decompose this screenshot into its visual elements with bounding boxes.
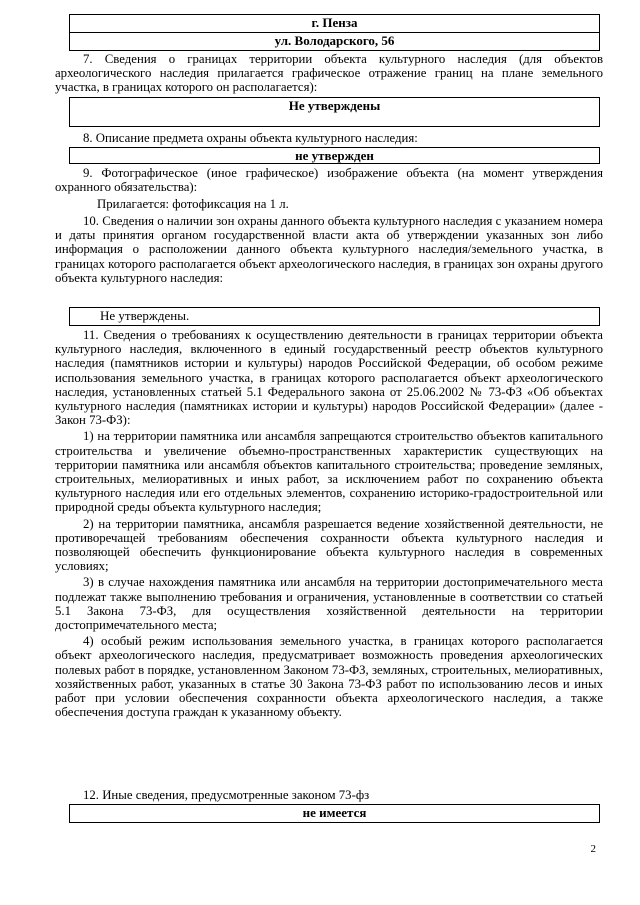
section-12-text: 12. Иные сведения, предусмотренные законом 73-фз [83,788,370,802]
section-11-text: 11. Сведения о требованиях к осуществлению деятельности в границах территории объекта культурного наследия, включенного в единый государственный реестр объектов культурного наследия (памятников истории и культуры) народов Российской Федерации, об особом режиме использования земельного участка, в границах которого располагается объект археологического наследия, установленных статьей 5.1 Федерального закона от 25.06.2002 № 73-ФЗ «Об объектах культурного наследия (памятниках истории и культуры) народов Российской Федерации» (далее - Закон 73-ФЗ): [55,328,603,428]
section-11-item-4: 4) особый режим использования земельного участка, в границах которого располагается объект археологического наследия, предусматривает возможность проведения археологических полевых работ в порядке, установленном Законом 73-ФЗ, земляных, строительных, мелиоративных, хозяйственных работ, указанных в статье 30 Закона 73-ФЗ работ по использованию лесов и иных работ при условии обеспечения сохранности объекта археологического наследия, а также обеспечения доступа граждан к указанному объекту. [55,634,603,720]
city-box [69,14,600,33]
section-10-text: 10. Сведения о наличии зон охраны данного объекта культурного наследия с указанием номера и даты принятия органом государственной власти акта об утверждении указанных зон либо информация о расположении данного объекта культурного наследия/земельного участка, в границах которого располагается объект археологического наследия, в границах зон охраны другого объекта культурного наследия: [55,214,603,285]
section-11 [55,328,603,719]
section-8 [55,131,603,145]
section-7-value: Не утверждены [288,98,381,113]
section-11-item-3: 3) в случае нахождения памятника или ансамбля на территории достопримечательного места подлежат также выполнению требования и ограничения, установленные в соответствии со статьей 5.1 Закона 73-ФЗ, для осуществления хозяйственной деятельности на территории достопримечательного места; [55,575,603,633]
section-9-text: 9. Фотографическое (иное графическое) изображение объекта (на момент утверждения охранного обязательства): [55,166,603,195]
section-12 [55,788,603,802]
section-9-attachment: Прилагается: фотофиксация на 1 л. [97,197,289,212]
street-box [69,33,600,51]
section-12-value: не имеется [302,805,367,820]
section-11-item-2: 2) на территории памятника, ансамбля разрешается ведение хозяйственной деятельности, не противоречащей требованиям обеспечения сохранности объекта культурного наследия и позволяющей обеспечить функционирование объекта культурного наследия в современных условиях; [55,516,603,574]
section-7 [55,52,603,95]
city-value: г. Пенза [311,15,358,30]
section-7-text: 7. Сведения о границах территории объекта культурного наследия (для объектов археологического наследия прилагается графическое отражение границ на плане земельного участка, в границах которого он располагается): [55,52,603,95]
page-number: 2 [590,843,596,855]
section-9 [55,166,603,212]
section-11-item-1: 1) на территории памятника или ансамбля запрещаются строительство объектов капитального строительства и увеличение объемно-пространственных характеристик существующих на территории памятника или ансамбля объектов капитального строительства; проведение земляных, строительных, мелиоративных и иных работ, за исключением работ по сохранению объекта культурного наследия или его отдельных элементов, сохранению историко-градостроительной или природной среды объекта культурного наследия; [55,429,603,515]
section-7-value-box [69,97,600,127]
section-8-value: не утвержден [295,148,374,163]
section-12-value-box [69,804,600,823]
section-10-value: Не утверждены. [100,308,190,323]
street-value: ул. Володарского, 56 [274,33,395,48]
section-8-text: 8. Описание предмета охраны объекта культурного наследия: [83,131,418,145]
section-10 [55,214,603,285]
section-10-value-box [69,307,600,326]
section-8-value-box [69,147,600,164]
